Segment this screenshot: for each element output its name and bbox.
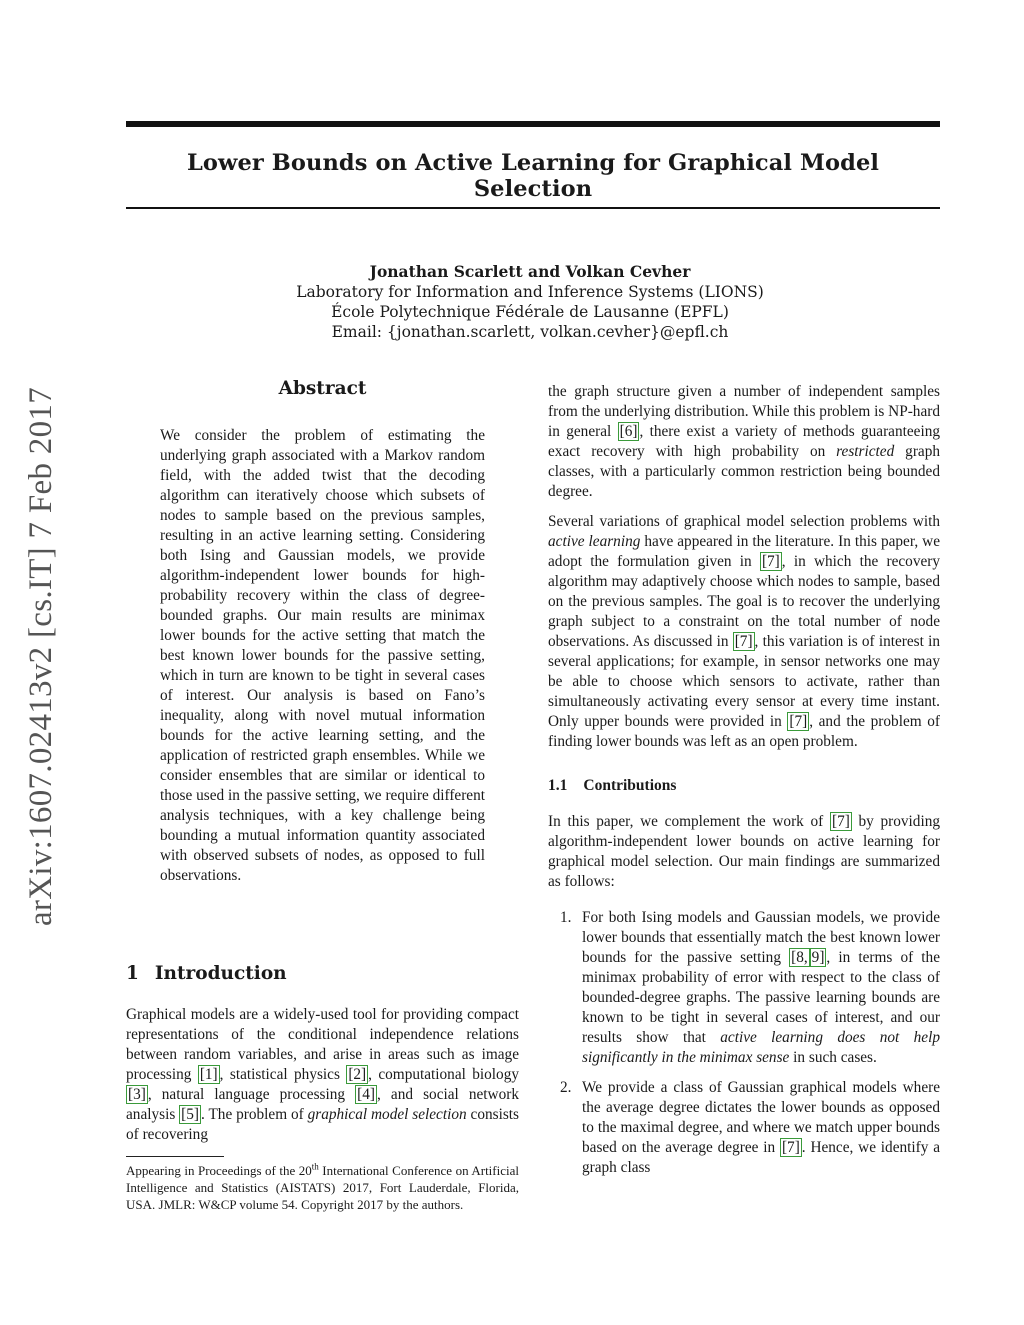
citation-link[interactable]: [8, — [791, 949, 808, 966]
author-block — [200, 262, 860, 342]
paper-title: Lower Bounds on Active Learning for Graphical Model Selection — [186, 150, 880, 202]
paragraph: the graph structure given a number of independent samples from the underlying distribution. While this problem is NP-hard in general [6] , there exist a variety of methods guaranteeing exact recovery with high probability on restricted graph classes, with a particularly common restriction being bounded degree. — [548, 383, 940, 500]
citation-link[interactable]: [4] — [357, 1086, 375, 1103]
arxiv-identifier: arXiv:1607.02413v2 [cs.IT] 7 Feb 2017 — [23, 386, 60, 926]
citation-link[interactable]: [7] — [831, 813, 850, 830]
list-item: 1. For both Ising models and Gaussian models, we provide lower bounds that essentially match the best known lower bounds for the passive setting [8, 9] , in terms of the minimax probability of error with respect to the class of bounded-degree graphs. The passive learning bounds are known to be tight in several cases of interest, and our results show that active learning does not help significantly in the minimax sense in such cases. — [560, 909, 940, 1066]
right-column — [548, 382, 940, 1188]
affiliation-school: École Polytechnique Fédérale de Lausanne (EPFL) — [331, 303, 729, 321]
citation-link[interactable]: [5] — [181, 1106, 200, 1123]
author-names: Jonathan Scarlett and Volkan Cevher — [369, 262, 691, 281]
section-title: Introduction — [154, 963, 287, 984]
citation-link[interactable]: [7] — [789, 713, 808, 730]
title-bottom-rule — [126, 207, 940, 209]
citation-link[interactable]: [7] — [781, 1139, 800, 1156]
paragraph: In this paper, we complement the work of [7] by providing algorithm-independent lower bounds on active learning for graphical model selection. Our main findings are summarized as follows: — [548, 813, 940, 890]
affiliation-lab: Laboratory for Information and Inference Systems (LIONS) — [296, 283, 764, 301]
abstract-text: We consider the problem of estimating the underlying graph associated with a Markov random field, with the added twist that the decoding algorithm can iteratively choose which subsets of nodes to sample based on the previous samples, resulting in an active learning setting. Considering both Ising and Gaussian models, we provide algorithm-independent lower bounds for high-probability recovery within the class of degree-bounded graphs. Our main results are minimax lower bounds for the active setting that match the best known lower bounds for the passive setting, which in turn are known to be tight in several cases of interest. Our analysis is based on Fano’s inequality, along with novel mutual information bounds for the active learning setting, and the application of restricted graph ensembles. While we consider ensembles that are similar or identical to those used in the passive setting, we require different analysis techniques, with a key challenge being bounding a mutual information quantity associated with observed subsets of nodes, as opposed to full observations. — [160, 427, 485, 884]
citation-link[interactable]: [1] — [199, 1066, 218, 1083]
list-item: 2. We provide a class of Gaussian graphical models where the average degree dictates the lower bounds as opposed to the maximal degree, and where we match upper bounds based on the average degree in [7] . Hence, we identify a graph class — [560, 1079, 940, 1176]
citation-link[interactable]: [7] — [761, 553, 780, 570]
introduction-paragraph: Graphical models are a widely-used tool for providing compact representations of the conditional independence relations between random variables, and arise in areas such as image processing [1] , statistical physics [2] , computational biology [3] , natural language processing [4] , and social network analysis [5] . The problem of graphical model selection consists of recovering — [126, 1006, 519, 1143]
title-top-rule — [126, 121, 940, 127]
contributions-list — [548, 908, 940, 1178]
footnote-rule — [126, 1156, 224, 1157]
footnote: Appearing in Proceedings of the 20th International Conference on Artificial Intelligence and Statistics (AISTATS) 2017, Fort Lauderdale, Florida, USA. JMLR: W&CP volume 54. Copyright 2017 by the authors. — [126, 1161, 519, 1212]
section-number: 1 — [126, 963, 139, 984]
citation-link[interactable]: 9] — [811, 949, 825, 966]
citation-link[interactable]: [2] — [348, 1066, 367, 1083]
citation-link[interactable]: [7] — [734, 633, 753, 650]
citation-link[interactable]: [6] — [619, 423, 638, 440]
paragraph: Several variations of graphical model selection problems with active learning have appeared in the literature. In this paper, we adopt the formulation given in [7] , in which the recovery algorithm may adaptively choose which nodes to sample, based on the previous samples. The goal is to recover the underlying graph subject to a constraint on the total number of node observations. As discussed in [7] , this variation is of interest in several applications; for example, in sensor networks one may be able to choose which sensors to activate, rather than simultaneously activating every sensor at every time instant. Only upper bounds were provided in [7] , and the problem of finding lower bounds was left as an open problem. — [548, 513, 941, 750]
arxiv-sidebar — [16, 380, 68, 932]
contributions-heading: 1.1 Contributions — [548, 777, 677, 794]
author-email: Email: {jonathan.scarlett, volkan.cevher}@epfl.ch — [331, 323, 729, 341]
introduction-heading — [126, 963, 287, 984]
abstract-heading: Abstract — [278, 378, 367, 399]
citation-link[interactable]: [3] — [128, 1086, 146, 1103]
